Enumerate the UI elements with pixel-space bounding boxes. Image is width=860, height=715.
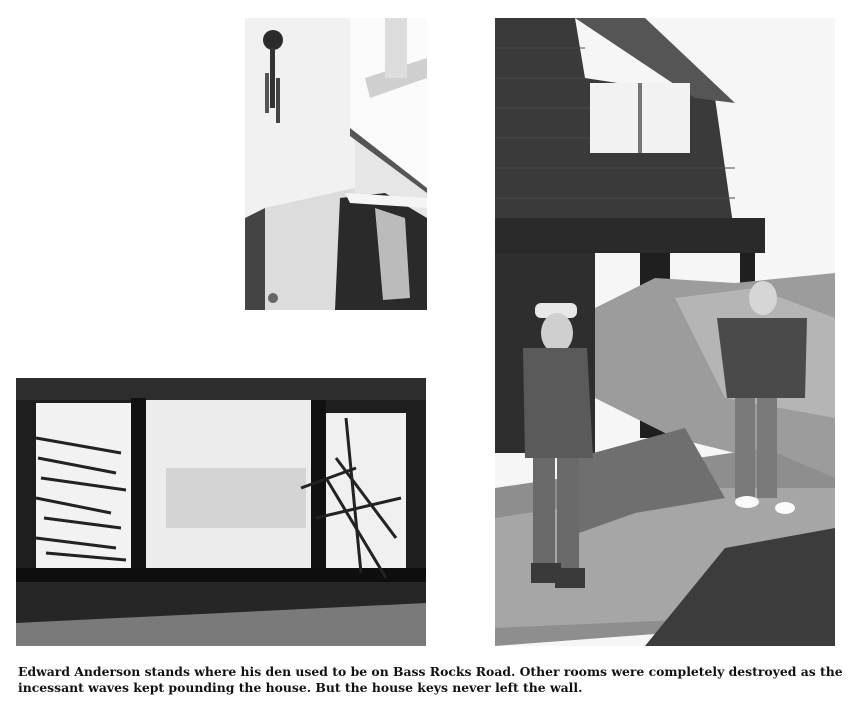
shattered-window-icon bbox=[16, 378, 426, 646]
keys-on-wall-icon bbox=[245, 18, 427, 310]
damaged-house-icon bbox=[495, 18, 835, 646]
destroyed-den-photo bbox=[495, 18, 835, 646]
broken-window-photo bbox=[16, 378, 426, 646]
house-keys-photo bbox=[245, 18, 427, 310]
photo-caption: Edward Anderson stands where his den used to be on Bass Rocks Road. Other rooms were completely destroyed as the incessant waves kept pounding the house. But the house keys never left the wall. bbox=[18, 664, 843, 695]
